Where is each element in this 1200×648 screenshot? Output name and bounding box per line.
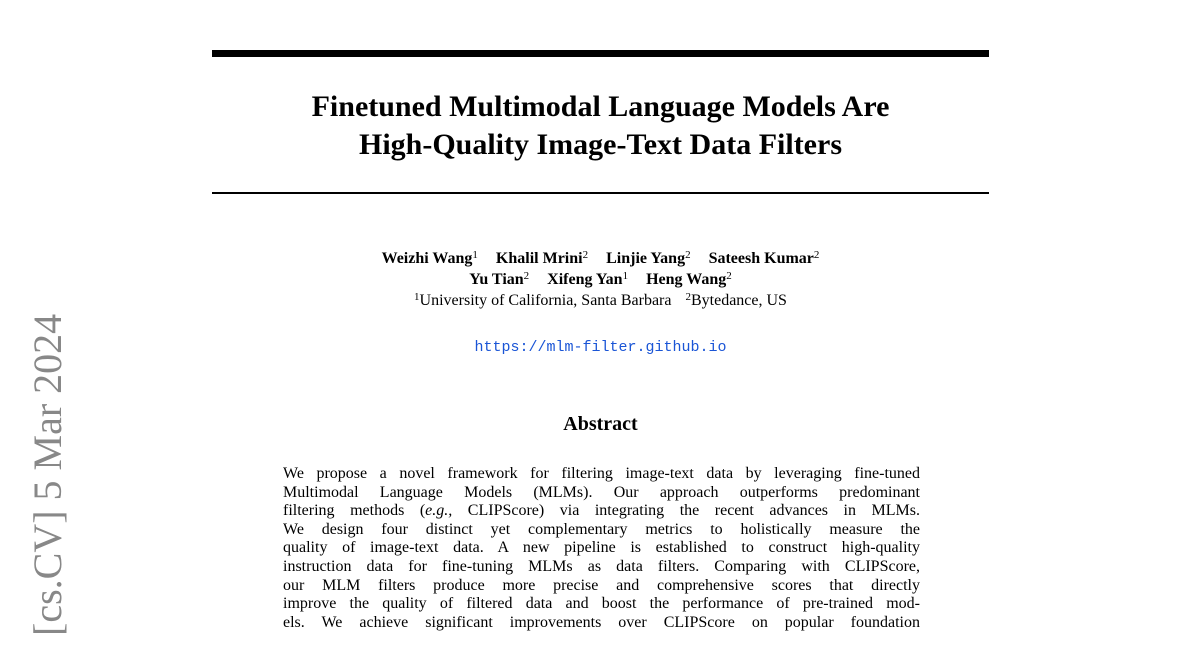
arxiv-identifier-stamp: [cs.CV] 5 Mar 2024 [25,313,70,636]
abstract-line: We design four distinct yet complementary metrics to holistically measure the [283,520,920,538]
title-line-2: High-Quality Image-Text Data Filters [358,128,842,161]
abstract-line: els. We achieve significant improvements over CLIPScore on popular foundation [283,613,920,631]
abstract-line: instruction data for fine-tuning MLMs as data filters. Comparing with CLIPScore, [283,557,920,575]
paper-title [212,88,989,164]
affiliation: $^1$University of California, Santa Barbara [414,291,672,309]
project-url-link[interactable]: https://mlm-filter.github.io [474,339,727,356]
abstract-body [283,465,920,632]
author-name: Khalil Mrini$^2$ [495,249,589,267]
abstract-line: Multimodal Language Models (MLMs). Our approach outperforms predominant [283,483,920,501]
title-line-1: Finetuned Multimodal Language Models Are [311,90,890,123]
abstract-line: quality of image-text data. A new pipeline is established to construct high-quality [283,539,920,557]
affiliation: $^2$Bytedance, US [685,291,787,309]
author-line-2 [212,269,989,290]
title-top-rule [212,50,989,57]
author-name: Linjie Yang$^2$ [606,249,691,267]
author-name: Xifeng Yan$^1$ [547,270,629,288]
abstract-line: our MLM filters produce more precise and comprehensive scores that directly [283,576,920,594]
affiliations [212,290,989,311]
author-line-1 [212,248,989,269]
author-name: Heng Wang$^2$ [646,270,732,288]
abstract-heading: Abstract [563,413,638,435]
author-name: Weizhi Wang$^1$ [381,249,478,267]
abstract-line: We propose a novel framework for filtering image-text data by leveraging fine-tuned [283,465,920,482]
author-name: Sateesh Kumar$^2$ [708,249,820,267]
author-name: Yu Tian$^2$ [469,270,530,288]
author-block [212,248,989,311]
abstract-line: filtering methods (e.g., CLIPScore) via integrating the recent advances in MLMs. [283,502,920,520]
title-bottom-rule [212,192,989,194]
abstract-line: improve the quality of filtered data and boost the performance of pre-trained mod- [283,595,920,613]
